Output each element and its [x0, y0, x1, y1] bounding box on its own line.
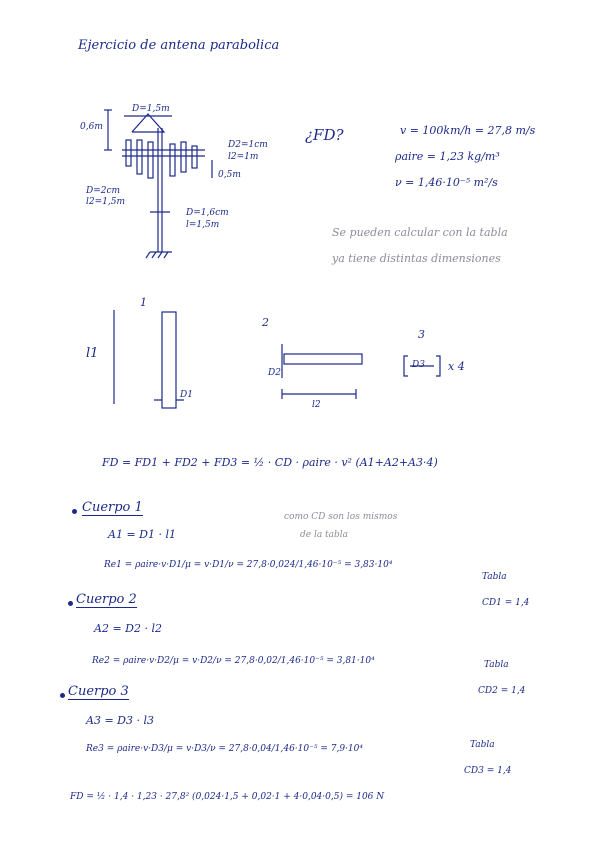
dim-top: D=1,5m	[132, 104, 170, 114]
dim-left-b: l2=1,5m	[86, 197, 125, 207]
reynolds-1: Re1 = ρaire·v·D1/μ = v·D1/ν = 27,8·0,024/1,46·10⁻⁵ = 3,83·10⁴	[104, 560, 393, 570]
dim-right-a: D2=1cm	[228, 140, 268, 150]
body-1-length: l1	[86, 346, 99, 361]
dim-height: 0,6m	[80, 122, 103, 132]
drag-coef-1: CD1 = 1,4	[482, 598, 530, 608]
dim-right-b: l2=1m	[228, 152, 259, 162]
dim-bottom-a: D=1,6cm	[186, 208, 229, 218]
heading-cuerpo-3: Cuerpo 3	[68, 684, 129, 699]
given-viscosity: ν = 1,46·10⁻⁵ m²/s	[395, 176, 498, 189]
given-velocity: v = 100km/h = 27,8 m/s	[400, 124, 536, 137]
body-1-diameter: D1	[180, 390, 193, 400]
heading-cuerpo-2: Cuerpo 2	[76, 592, 137, 607]
bullet-icon	[68, 601, 73, 606]
body-2-diameter: D2	[268, 368, 281, 378]
body-1-label: 1	[140, 296, 147, 309]
body-3-label: 3	[418, 328, 425, 341]
area-3: A3 = D3 · l3	[86, 714, 154, 727]
tabla-3: Tabla	[470, 740, 495, 750]
dim-left-a: D=2cm	[86, 186, 121, 196]
drag-coef-3: CD3 = 1,4	[464, 766, 512, 776]
bullet-icon	[60, 693, 65, 698]
pencil-cd-note-2: de la tabla	[300, 530, 349, 540]
given-density: ρaire = 1,23 kg/m³	[395, 150, 500, 163]
body-2-label: 2	[262, 316, 269, 329]
dim-right-c: 0,5m	[218, 170, 241, 180]
body-3-count: x 4	[448, 360, 465, 373]
body-3-diameter: D3	[412, 360, 425, 370]
body-2-length: l2	[312, 400, 321, 410]
bullet-icon	[72, 509, 77, 514]
equation-fd: FD = FD1 + FD2 + FD3 = ½ · CD · ρaire · v² (A1+A2+A3·4)	[102, 456, 438, 469]
reynolds-3: Re3 = ρaire·v·D3/μ = v·D3/ν = 27,8·0,04/1,46·10⁻⁵ = 7,9·10⁴	[86, 744, 363, 754]
final-result: FD = ½ · 1,4 · 1,23 · 27,8² (0,024·1,5 + 0,02·1 + 4·0,04·0,5) = 106 N	[70, 792, 385, 802]
heading-cuerpo-1: Cuerpo 1	[82, 500, 143, 515]
question: ¿FD?	[305, 126, 344, 144]
pencil-note-line2: ya tiene distintas dimensiones	[332, 252, 501, 265]
page-title: Ejercicio de antena parabolica	[78, 38, 280, 53]
dim-bottom-b: l=1,5m	[186, 220, 220, 230]
pencil-cd-note-1: como CD son los mismos	[284, 512, 398, 522]
drag-coef-2: CD2 = 1,4	[478, 686, 526, 696]
area-1: A1 = D1 · l1	[108, 528, 176, 541]
reynolds-2: Re2 = ρaire·v·D2/μ = v·D2/ν = 27,8·0,02/1,46·10⁻⁵ = 3,81·10⁴	[92, 656, 375, 666]
pencil-note-line1: Se pueden calcular con la tabla	[332, 226, 508, 239]
tabla-1: Tabla	[482, 572, 507, 582]
tabla-2: Tabla	[484, 660, 509, 670]
area-2: A2 = D2 · l2	[94, 622, 162, 635]
